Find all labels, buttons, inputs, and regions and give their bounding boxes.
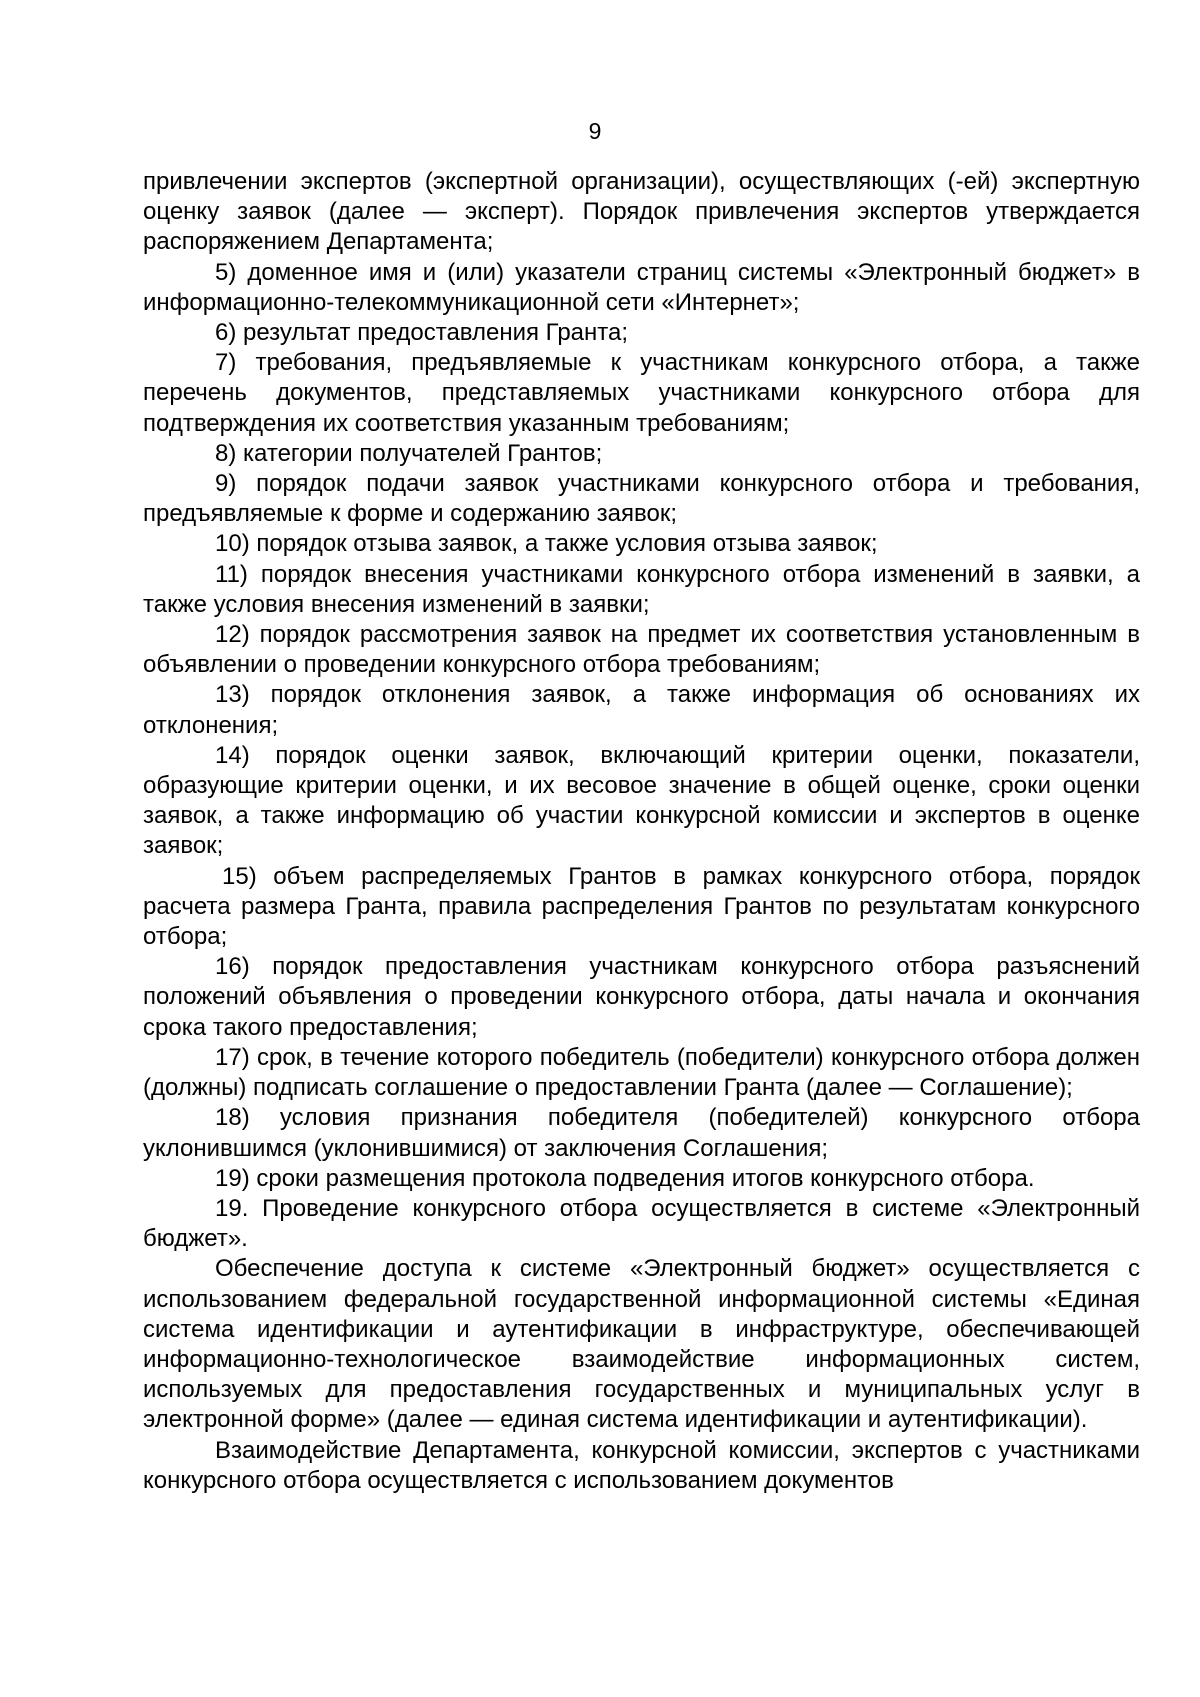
document-body [143,167,1140,1496]
list-item-14: 14) порядок оценки заявок, включающий критерии оценки, показатели, образующие критерии оценки, и их весовое значение в общей оценке, сроки оценки заявок, а также информацию об участии конкурсной комиссии и экспертов в оценке заявок; [143,741,1140,860]
paragraph-access: Обеспечение доступа к системе «Электронный бюджет» осуществляется с использованием федеральной государственной информационной системы «Единая система идентификации и аутентификации в инфраструктуре, обеспечивающей информационно-технологическое взаимодействие информационных систем, используемых для предоставления государственных и муниципальных услуг в электронной форме» (далее — единая система идентификации и аутентификации). [143,1255,1140,1434]
paragraph-continuation: привлечении экспертов (экспертной организации), осуществляющих (-ей) экспертную оценку заявок (далее — эксперт). Порядок привлечения экспертов утверждается распоряжением Департамента; [143,168,1140,256]
list-item-13: 13) порядок отклонения заявок, а также информация об основаниях их отклонения; [143,681,1140,739]
list-item-18: 18) условия признания победителя (победителей) конкурсного отбора уклонившимся (уклонившимися) от заключения Соглашения; [143,1104,1140,1162]
list-item-7: 7) требования, предъявляемые к участникам конкурсного отбора, а также перечень документов, представляемых участниками конкурсного отбора для подтверждения их соответствия указанным требованиям; [143,349,1140,437]
list-item-5: 5) доменное имя и (или) указатели страниц системы «Электронный бюджет» в информационно-телекоммуникационной сети «Интернет»; [143,258,1140,316]
list-item-8: 8) категории получателей Грантов; [215,439,603,467]
list-item-17: 17) срок, в течение которого победитель (победители) конкурсного отбора должен (должны) подписать соглашение о предоставлении Гранта (далее — Соглашение); [143,1043,1140,1102]
list-item-15: 15) объем распределяемых Грантов в рамках конкурсного отбора, порядок расчета размера Гранта, правила распределения Грантов по результатам конкурсного отбора; [143,862,1140,951]
section-19: 19. Проведение конкурсного отбора осуществляется в системе «Электронный бюджет». [143,1194,1140,1253]
list-item-10: 10) порядок отзыва заявок, а также условия отзыва заявок; [215,530,878,558]
list-item-6: 6) результат предоставления Гранта; [215,319,629,347]
list-item-16: 16) порядок предоставления участникам конкурсного отбора разъяснений положений объявления о проведении конкурсного отбора, даты начала и окончания срока такого предоставления; [143,953,1140,1041]
list-item-9: 9) порядок подачи заявок участниками конкурсного отбора и требования, предъявляемые к форме и содержанию заявок; [143,470,1140,528]
list-item-12: 12) порядок рассмотрения заявок на предмет их соответствия установленным в объявлении о проведении конкурсного отбора требованиям; [143,621,1140,679]
list-item-11: 11) порядок внесения участниками конкурсного отбора изменений в заявки, а также условия внесения изменений в заявки; [143,560,1140,618]
paragraph-interaction: Взаимодействие Департамента, конкурсной комиссии, экспертов с участниками конкурсного отбора осуществляется с использованием документов [143,1436,1140,1494]
list-item-19: 19) сроки размещения протокола подведения итогов конкурсного отбора. [215,1164,1035,1192]
page-number: 9 [588,118,602,144]
